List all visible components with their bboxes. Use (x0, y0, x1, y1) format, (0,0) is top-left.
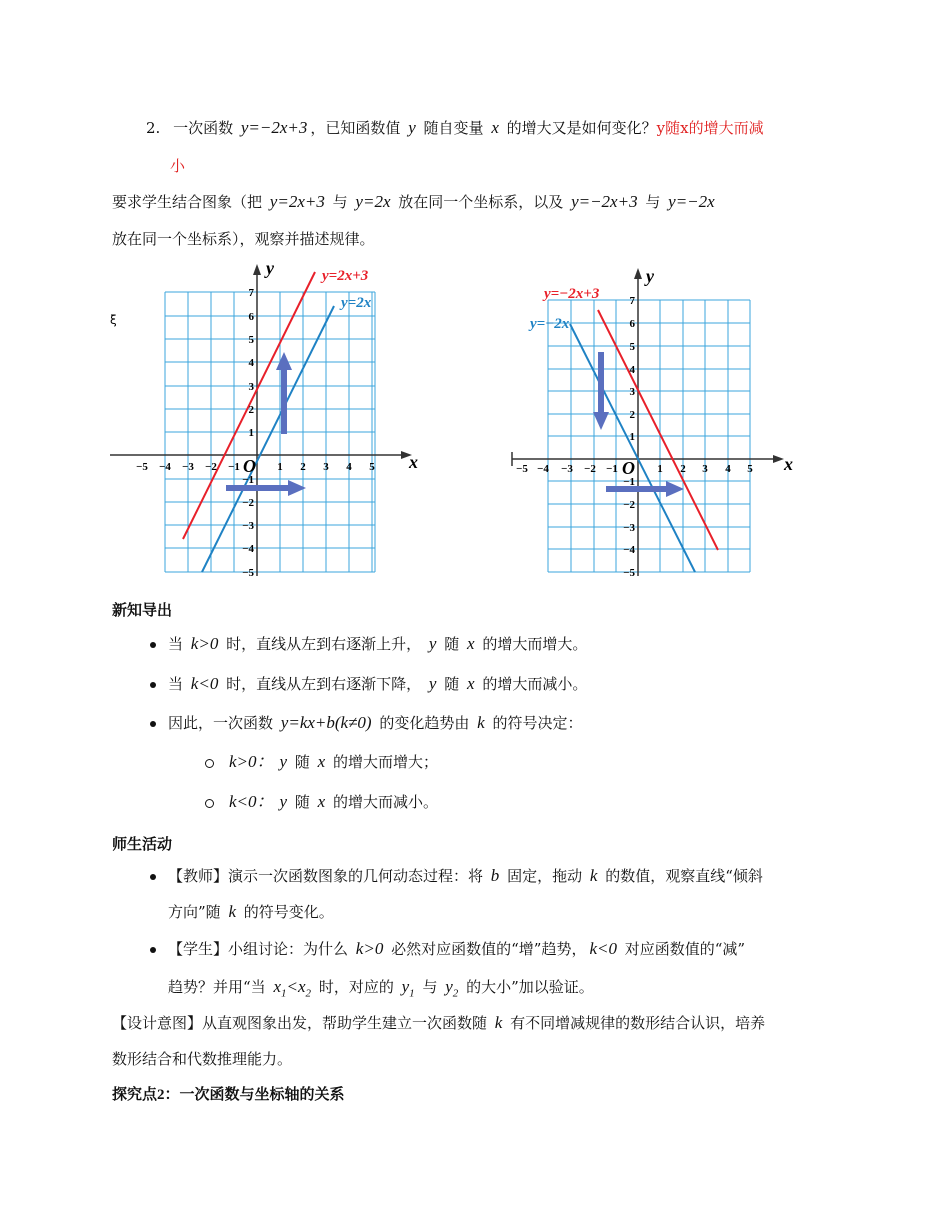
text: 的增大而增大； (332, 753, 438, 771)
text: 随 (294, 753, 310, 771)
var-y: y (428, 674, 437, 693)
y-tick: −2 (242, 497, 254, 509)
var-x: x (317, 792, 326, 811)
y-tick: 1 (248, 427, 254, 439)
var-y: y (408, 118, 416, 137)
text: 趋势？并用“当 (168, 978, 266, 996)
subscript: 2 (452, 987, 459, 1000)
bullet-2 (150, 674, 587, 694)
text: ，已知函数值 (310, 119, 401, 137)
text: 的增大而减小。 (332, 793, 438, 811)
x-tick: −5 (136, 461, 148, 473)
text: 因此，一次函数 (168, 714, 274, 732)
formula: k<0： (229, 792, 274, 811)
y-axis-label: y (646, 266, 654, 286)
text: 随 (444, 675, 460, 693)
y-tick: 7 (629, 295, 635, 307)
x-tick: 3 (702, 463, 708, 475)
x-tick: 2 (300, 461, 306, 473)
var-y: y (401, 977, 410, 996)
text: 必然对应函数值的“增”趋势， (391, 940, 587, 958)
formula (442, 977, 461, 1000)
y-tick: 7 (248, 287, 254, 299)
section-title-explore-2 (112, 1084, 345, 1105)
y-tick: 2 (248, 404, 254, 416)
x-tick: −3 (182, 461, 194, 473)
var-y: y (428, 634, 437, 653)
x-tick: −2 (584, 463, 596, 475)
var-y: y (279, 792, 288, 811)
formula: k<0 (190, 674, 219, 693)
x-axis-label: x (784, 454, 793, 474)
student-line1 (150, 939, 745, 959)
text: 时，直线从左到右逐渐上升， (226, 635, 422, 653)
text: 方向”随 (168, 903, 221, 921)
x-tick: −5 (516, 463, 528, 475)
var-y: y (279, 752, 288, 771)
bullet-3 (150, 713, 583, 733)
x-tick: 4 (346, 461, 352, 473)
x-tick: −1 (606, 463, 618, 475)
subscript: 2 (305, 987, 312, 1000)
y-tick: 1 (629, 431, 635, 443)
y-tick: 3 (248, 381, 254, 393)
text: 的符号变化。 (243, 903, 334, 921)
var-k: k (228, 902, 236, 921)
text: 与 (422, 978, 438, 996)
text: 要求学生结合图象（把 (112, 193, 263, 211)
var-b: b (490, 866, 500, 885)
origin-label: O (243, 456, 256, 476)
var-x: x (467, 634, 475, 653)
formula: k<0 (589, 939, 617, 958)
x-tick: 4 (725, 463, 731, 475)
text: 的数值，观察直线“倾斜 (605, 867, 763, 885)
y-tick: −5 (242, 567, 254, 579)
y-tick: 4 (629, 364, 635, 376)
formula: k>0 (190, 634, 219, 653)
blue-line-label: y=2x (341, 295, 372, 311)
var-k: k (477, 713, 485, 732)
formula: k>0： (229, 752, 274, 771)
design-intent-line2: 数形结合和代数推理能力。 (112, 1050, 293, 1068)
y-tick: 6 (248, 311, 254, 323)
requirement-line2: 放在同一个坐标系），观察并描述规律。 (112, 230, 375, 248)
y-tick: −1 (623, 476, 635, 488)
text: 对应函数值的“减” (624, 940, 746, 958)
student-line2 (168, 977, 594, 1003)
text: 随 (444, 635, 460, 653)
edge-mark: ξ (110, 313, 117, 327)
x-tick: 5 (747, 463, 753, 475)
var-k: k (494, 1013, 503, 1032)
section-title-activity: 师生活动 (112, 835, 173, 853)
text: 固定，拖动 (507, 867, 583, 885)
text: 放在同一个坐标系，以及 (398, 193, 564, 211)
requirement-line1 (112, 192, 718, 212)
sub-bullet-icon (205, 759, 214, 768)
sub-bullet-1 (205, 752, 438, 772)
y-tick: 5 (248, 334, 254, 346)
var-x: x (467, 674, 475, 693)
blue-line-label: y=−2x (530, 316, 570, 332)
text: 与 (332, 193, 348, 211)
question-2-line1 (146, 118, 764, 138)
x-tick: 5 (369, 461, 375, 473)
formula (270, 977, 314, 1000)
x-tick: −4 (159, 461, 171, 473)
text: 【设计意图】从直观图象出发，帮助学生建立一次函数随 (112, 1014, 488, 1032)
answer-continued: 小 (170, 157, 186, 175)
x-tick: 1 (657, 463, 663, 475)
y-tick: 2 (629, 409, 635, 421)
formula: y=kx+b(k≠0) (280, 713, 372, 732)
x-tick: −4 (537, 463, 549, 475)
text: 【学生】小组讨论：为什么 (168, 940, 349, 958)
x-tick: −1 (228, 461, 240, 473)
formula: k>0 (355, 939, 384, 958)
answer: y随x的增大而减 (656, 119, 764, 137)
text: 当 (168, 635, 184, 653)
text: 与 (645, 193, 661, 211)
bullet-icon (150, 682, 156, 688)
number: 2 (157, 1087, 165, 1103)
question-number: 2. (146, 119, 161, 137)
bullet-1 (150, 634, 587, 654)
sub-bullet-icon (205, 799, 214, 808)
formula: y=2x+3 (269, 192, 325, 211)
design-intent-line1 (112, 1013, 765, 1033)
text: 的符号决定： (492, 714, 583, 732)
var-x: x (273, 977, 281, 996)
red-line-label: y=−2x+3 (544, 286, 600, 302)
teacher-line2 (168, 902, 334, 922)
subscript: 1 (281, 987, 287, 1000)
x-tick: 2 (680, 463, 686, 475)
y-tick: −2 (623, 499, 635, 511)
text: 的增大又是如何变化？ (506, 119, 657, 137)
x-tick: −2 (205, 461, 217, 473)
x-tick: 3 (323, 461, 329, 473)
bullet-icon (150, 947, 156, 953)
var-k: k (589, 866, 598, 885)
formula: y=−2x (668, 192, 715, 211)
formula: y=−2x+3 (571, 192, 638, 211)
y-tick: −3 (623, 522, 635, 534)
var-x: x (297, 977, 306, 996)
y-tick: −3 (242, 520, 254, 532)
formula (399, 977, 418, 1000)
text: ：一次函数与坐标轴的关系 (164, 1085, 345, 1103)
text: 随自变量 (423, 119, 484, 137)
text: 时，直线从左到右逐渐下降， (226, 675, 422, 693)
less-than: < (286, 977, 298, 996)
x-tick: 1 (277, 461, 283, 473)
y-tick: 4 (248, 357, 254, 369)
y-tick: −4 (242, 543, 254, 555)
subscript: 1 (409, 987, 415, 1000)
text: 的增大而增大。 (482, 635, 588, 653)
text: 当 (168, 675, 184, 693)
graph-right (510, 262, 810, 582)
y-tick: −5 (623, 567, 635, 579)
text: 随 (294, 793, 310, 811)
var-y: y (445, 977, 453, 996)
y-tick: 6 (629, 318, 635, 330)
sub-bullet-2 (205, 792, 438, 812)
origin-label: O (622, 458, 635, 478)
teacher-line1 (150, 866, 763, 886)
formula: y=−2x+3 (240, 118, 308, 137)
y-tick: −4 (623, 544, 635, 556)
var-x: x (317, 752, 326, 771)
x-tick: −3 (561, 463, 573, 475)
formula: y=2x (355, 192, 391, 211)
text: 的增大而减小。 (482, 675, 588, 693)
text: 一次函数 (173, 119, 234, 137)
x-axis-label: x (409, 452, 418, 472)
y-tick: 5 (629, 341, 635, 353)
var-x: x (491, 118, 499, 137)
text: 的变化趋势由 (379, 714, 470, 732)
y-axis-label: y (266, 258, 274, 278)
text: 有不同增减规律的数形结合认识，培养 (510, 1014, 766, 1032)
y-tick: −1 (242, 474, 254, 486)
y-tick: 3 (629, 386, 635, 398)
bullet-icon (150, 721, 156, 727)
graph-left (108, 258, 428, 580)
red-line-label: y=2x+3 (322, 268, 369, 284)
bullet-icon (150, 874, 156, 880)
bullet-icon (150, 642, 156, 648)
text: 【教师】演示一次函数图象的几何动态过程：将 (168, 867, 484, 885)
section-title-new-knowledge: 新知导出 (112, 601, 173, 619)
text: 时，对应的 (318, 978, 394, 996)
text: 的大小”加以验证。 (466, 978, 594, 996)
text: 探究点 (112, 1085, 158, 1103)
